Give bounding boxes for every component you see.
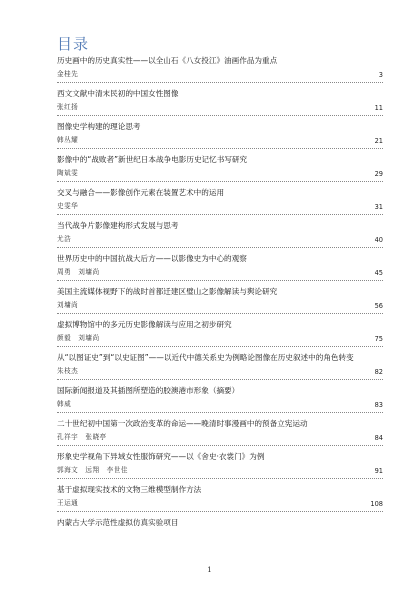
entry-title: 美国主流媒体视野下的战时首都迁建区璧山之影像解读与舆论研究 <box>57 287 278 296</box>
toc-entry[interactable] <box>57 385 383 418</box>
entry-author: 颜毅 刘墉尚 <box>57 333 103 343</box>
toc-entry[interactable] <box>57 88 383 121</box>
entry-title: 交叉与融合——影像创作元素在装置艺术中的运用 <box>57 188 225 197</box>
entry-author-row <box>57 399 383 413</box>
toc-entry[interactable] <box>57 286 383 319</box>
entry-page-number: 21 <box>374 137 383 145</box>
entry-title: 图像史学构建的理论思考 <box>57 122 141 131</box>
entry-author-row <box>57 168 383 182</box>
entry-page-number: 45 <box>374 269 383 277</box>
toc-entry[interactable] <box>57 121 383 154</box>
entry-title: 二十世纪初中国第一次政治变革的命运——晚清时事漫画中的预备立宪运动 <box>57 419 308 428</box>
entry-author: 金桂先 <box>57 69 81 79</box>
entry-author: 朱枝杰 <box>57 366 81 376</box>
entry-title: 国际新闻报道及其插图所塑造的胶澳港市形象（摘要） <box>57 386 240 395</box>
toc-entry[interactable] <box>57 154 383 187</box>
entry-title: 虚拟博物馆中的多元历史影像解读与应用之初步研究 <box>57 320 232 329</box>
entry-author: 尤浩 <box>57 234 74 244</box>
entry-author: 周勇 刘墉尚 <box>57 267 103 277</box>
entry-author: 张红扬 <box>57 102 81 112</box>
entry-author-row <box>57 234 383 248</box>
entry-author: 郭海文 远翔 李世佳 <box>57 465 131 475</box>
entry-page-number: 82 <box>374 368 383 376</box>
entry-title: 基于虚拟现实技术的文物三维模型制作方法 <box>57 485 202 494</box>
entry-author-row <box>57 201 383 215</box>
entry-author-row <box>57 102 383 116</box>
entry-author-row <box>57 135 383 149</box>
entry-page-number: 29 <box>374 170 383 178</box>
entry-title: 当代战争片影像建构形式发展与思考 <box>57 221 179 230</box>
entry-author-row <box>57 69 383 83</box>
toc-entry[interactable] <box>57 418 383 451</box>
entry-author: 韩丛耀 <box>57 135 81 145</box>
entry-author-row <box>57 267 383 281</box>
entry-author-row <box>57 366 383 380</box>
toc-heading: 目录 <box>57 35 90 53</box>
entry-author: 刘墉尚 <box>57 300 81 310</box>
entry-page-number: 56 <box>374 302 383 310</box>
entry-page-number: 108 <box>370 500 383 508</box>
entry-author: 史雯华 <box>57 201 81 211</box>
entry-title: 影像中的“战败者”新世纪日本战争电影历史记忆书写研究 <box>57 155 248 164</box>
entry-title: 历史画中的历史真实性——以全山石《八女投江》油画作品为重点 <box>57 56 278 65</box>
toc-entry[interactable] <box>57 451 383 484</box>
entry-author-row <box>57 432 383 446</box>
toc-entry[interactable] <box>57 55 383 88</box>
entry-page-number: 75 <box>374 335 383 343</box>
toc-entry[interactable] <box>57 484 383 517</box>
toc-entry[interactable] <box>57 517 383 528</box>
entry-page-number: 83 <box>374 401 383 409</box>
entry-author-row <box>57 333 383 347</box>
entry-title: 西文文献中清末民初的中国女性图像 <box>57 89 179 98</box>
entry-author-row <box>57 465 383 479</box>
footer-page-number: 1 <box>207 566 212 574</box>
entry-author: 王运通 <box>57 498 81 508</box>
toc-list <box>57 55 383 528</box>
toc-entry[interactable] <box>57 253 383 286</box>
entry-title: 形象史学视角下异域女性服饰研究——以《舍史·衣裳门》为例 <box>57 452 265 461</box>
entry-author-row <box>57 300 383 314</box>
entry-title: 从“以图证史”到“以史证图”——以近代中德关系史为例略论图像在历史叙述中的角色转变 <box>57 353 354 362</box>
entry-page-number: 40 <box>374 236 383 244</box>
entry-author: 陶斌雯 <box>57 168 81 178</box>
entry-page-number: 84 <box>374 434 383 442</box>
toc-entry[interactable] <box>57 187 383 220</box>
entry-page-number: 3 <box>378 71 383 79</box>
entry-title: 世界历史中的中国抗战大后方——以影像史为中心的观察 <box>57 254 247 263</box>
entry-page-number: 11 <box>374 104 383 112</box>
toc-entry[interactable] <box>57 220 383 253</box>
entry-author: 韩威 <box>57 399 74 409</box>
entry-page-number: 91 <box>374 467 383 475</box>
entry-title: 内蒙古大学示范性虚拟仿真实验项目 <box>57 518 179 527</box>
entry-author: 孔祥宇 张晓亭 <box>57 432 110 442</box>
entry-author-row <box>57 498 383 512</box>
entry-page-number: 31 <box>374 203 383 211</box>
toc-entry[interactable] <box>57 352 383 385</box>
toc-entry[interactable] <box>57 319 383 352</box>
